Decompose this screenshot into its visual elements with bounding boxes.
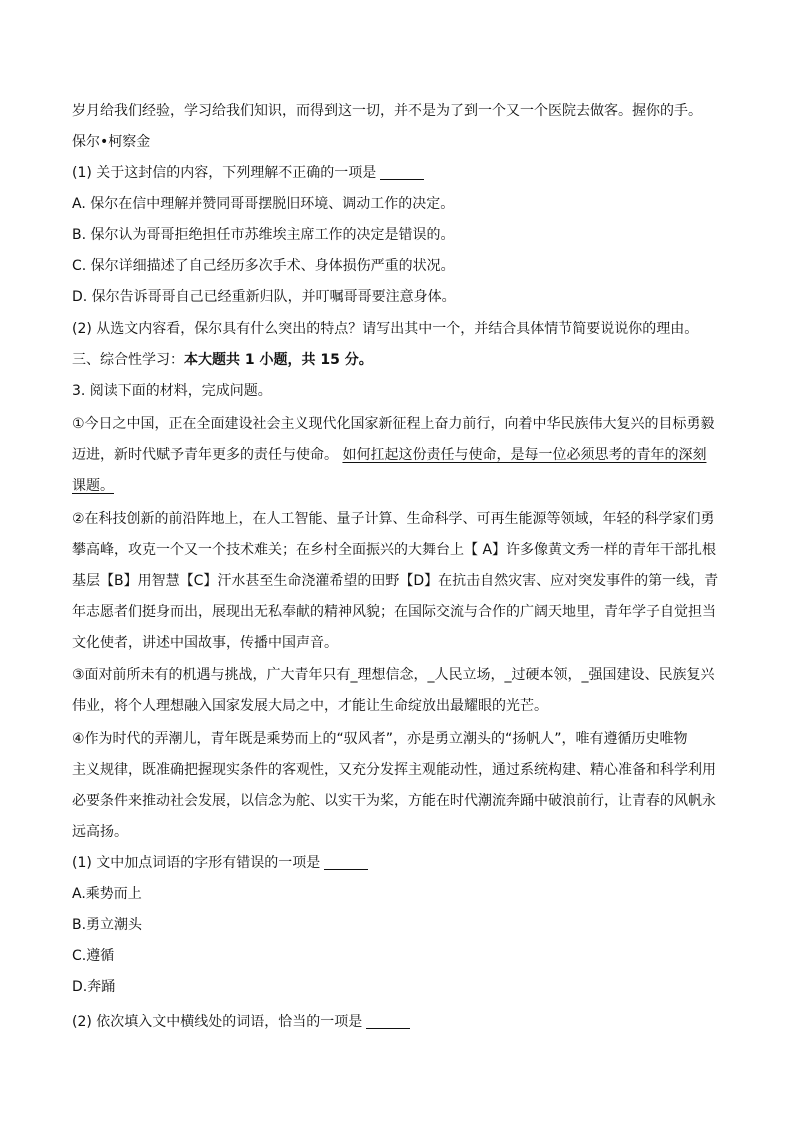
option-b: B.勇立潮头 bbox=[72, 917, 143, 933]
paragraph-1-line-3 bbox=[72, 476, 732, 496]
paragraph-1-plain: 迈进，新时代赋予青年更多的责任与使命。 bbox=[72, 447, 338, 463]
paragraph-2-line-4: 年志愿者们挺身而出，展现出无私奉献的精神风貌；在国际交流与合作的广阔天地里，青年学子自觉担当 bbox=[72, 604, 716, 620]
letter-signature: 保尔•柯察金 bbox=[72, 134, 151, 150]
section-heading-score: 本大题共 1 小题，共 15 分。 bbox=[184, 352, 373, 368]
letter-closing-text: 岁月给我们经验，学习给我们知识，而得到这一切，并不是为了到一个又一个医院去做客。握你的手。 bbox=[72, 103, 702, 119]
question-3-1-stem bbox=[72, 853, 732, 873]
section-3-heading bbox=[72, 350, 732, 370]
paragraph-2-line-5: 文化使者，讲述中国故事，传播中国声音。 bbox=[72, 635, 338, 651]
underlined-sentence: 如何扛起这份责任与使命，是每一位必须思考的青年的深刻 bbox=[342, 447, 707, 463]
question-3-2-stem bbox=[72, 1012, 732, 1032]
paragraph-1-line-1: ①今日之中国，正在全面建设社会主义现代化国家新征程上奋力前行，向着中华民族伟大复兴的目标勇毅 bbox=[72, 416, 715, 432]
option-d: D. 保尔告诉哥哥自己已经重新归队，并叮嘱哥哥要注意身体。 bbox=[72, 289, 456, 305]
question-stem-text: (1) 文中加点词语的字形有错误的一项是 bbox=[72, 855, 321, 871]
answer-blank bbox=[380, 165, 424, 180]
paragraph-4-line-2: 主义规律，既准确把握现实条件的客观性，又充分发挥主观能动性，通过系统构建、精心准备和科学利用 bbox=[72, 762, 716, 778]
option-b: B. 保尔认为哥哥拒绝担任市苏维埃主席工作的决定是错误的。 bbox=[72, 227, 455, 243]
option-d: D.奔踊 bbox=[72, 979, 116, 995]
paragraph-1-line-2 bbox=[72, 445, 732, 465]
paragraph-3-line-1: ③面对前所未有的机遇与挑战，广大青年只有_理想信念，_人民立场，_过硬本领，_强国建设、民族复兴 bbox=[72, 667, 715, 683]
option-a: A.乘势而上 bbox=[72, 886, 142, 902]
paragraph-3-line-2: 伟业，将个人理想融入国家发展大局之中，才能让生命绽放出最耀眼的光芒。 bbox=[72, 698, 548, 714]
question-stem-text: (1) 关于这封信的内容，下列理解不正确的一项是 bbox=[72, 165, 377, 181]
question-2-2-stem: (2) 从选文内容看，保尔具有什么突出的特点？请写出其中一个，并结合具体情节简要说说你的理由。 bbox=[72, 321, 699, 337]
question-3-intro: 3. 阅读下面的材料，完成问题。 bbox=[72, 383, 272, 399]
paragraph-2-line-2: 攀高峰，攻克一个又一个技术难关；在乡村全面振兴的大舞台上【 A】许多像黄文秀一样的青年干部扎根 bbox=[72, 542, 717, 558]
underlined-sentence-end: 课题。 bbox=[72, 478, 114, 494]
paragraph-2-line-1: ②在科技创新的前沿阵地上，在人工智能、量子计算、生命科学、可再生能源等领域，年轻的科学家们勇 bbox=[72, 511, 715, 527]
paragraph-2-line-3: 基层【B】用智慧【C】汗水甚至生命浇灌希望的田野【D】在抗击自然灾害、应对突发事件的第一线，青 bbox=[72, 573, 719, 589]
question-2-1-stem bbox=[72, 163, 732, 183]
option-c: C.遵循 bbox=[72, 948, 115, 964]
section-heading-prefix: 三、综合性学习： bbox=[72, 352, 184, 368]
question-stem-text: (2) 依次填入文中横线处的词语，恰当的一项是 bbox=[72, 1014, 363, 1030]
answer-blank bbox=[324, 855, 368, 870]
option-a: A. 保尔在信中理解并赞同哥哥摆脱旧环境、调动工作的决定。 bbox=[72, 196, 455, 212]
answer-blank bbox=[366, 1014, 410, 1029]
option-c: C. 保尔详细描述了自己经历多次手术、身体损伤严重的状况。 bbox=[72, 258, 455, 274]
paragraph-4-line-3: 必要条件来推动社会发展，以信念为舵、以实干为桨，方能在时代潮流奔踊中破浪前行，让青春的风帆永 bbox=[72, 793, 716, 809]
paragraph-4-line-4: 远高扬。 bbox=[72, 824, 128, 840]
paragraph-4-line-1: ④作为时代的弄潮儿，青年既是乘势而上的“驭风者”，亦是勇立潮头的“扬帆人”，唯有遵循历史唯物 bbox=[72, 731, 688, 747]
